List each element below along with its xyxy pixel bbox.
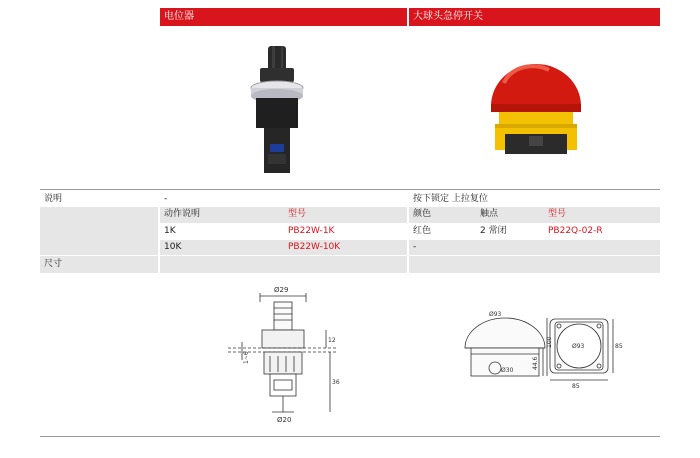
dim-label: Ø29 [274, 286, 289, 294]
dim-label: 36 [332, 379, 340, 386]
dim-label: 44.6 [532, 356, 539, 370]
estop-col-model: 型号 [548, 209, 567, 219]
dim-label: 12 [328, 337, 336, 344]
table-row: PB22Q-02-R [548, 226, 603, 236]
section-divider [40, 189, 660, 190]
estop-row-shade [409, 240, 660, 255]
table-row: PB22W-1K [288, 226, 335, 236]
description-label: 说明 [44, 194, 63, 204]
label-column-shade [40, 207, 158, 255]
product-title-emergency-stop: 大球头急停开关 [409, 8, 660, 26]
dim-label: 100 [546, 336, 553, 348]
dim-label: 85 [615, 343, 623, 350]
estop-description: 按下锁定 上拉复位 [413, 194, 488, 204]
dim-label: Ø93 [489, 311, 502, 318]
estop-col-contact: 触点 [480, 209, 499, 219]
potentiometer-dimension-drawing [160, 280, 407, 430]
potentiometer-col-model: 型号 [288, 209, 307, 219]
dim-label: Ø93 [572, 343, 585, 350]
table-row: 红色 [413, 226, 432, 236]
emergency-stop-switch-photo [409, 28, 660, 186]
potentiometer-photo [160, 28, 407, 186]
estop-dims-dash: - [413, 242, 417, 252]
dim-label: 85 [572, 383, 580, 390]
estop-col-color: 颜色 [413, 209, 432, 219]
bottom-rule [40, 436, 660, 437]
dimensions-shade-right [409, 256, 660, 273]
dim-label: Ø30 [501, 367, 514, 374]
dim-label: Ø20 [277, 416, 292, 424]
table-row: PB22W-10K [288, 242, 341, 252]
potentiometer-col-action: 动作说明 [164, 209, 201, 219]
header-blank [40, 8, 158, 26]
table-row: 2 常闭 [480, 226, 507, 236]
dim-label: 1~6 [243, 351, 250, 364]
product-title-potentiometer: 电位器 [160, 8, 407, 26]
dimensions-shade-mid [160, 256, 407, 273]
potentiometer-description: - [164, 194, 168, 204]
table-row: 10K [164, 242, 182, 252]
table-row: 1K [164, 226, 176, 236]
estop-table-header [409, 207, 660, 223]
dimensions-label: 尺寸 [44, 259, 63, 269]
estop-dimension-drawing [409, 280, 660, 430]
